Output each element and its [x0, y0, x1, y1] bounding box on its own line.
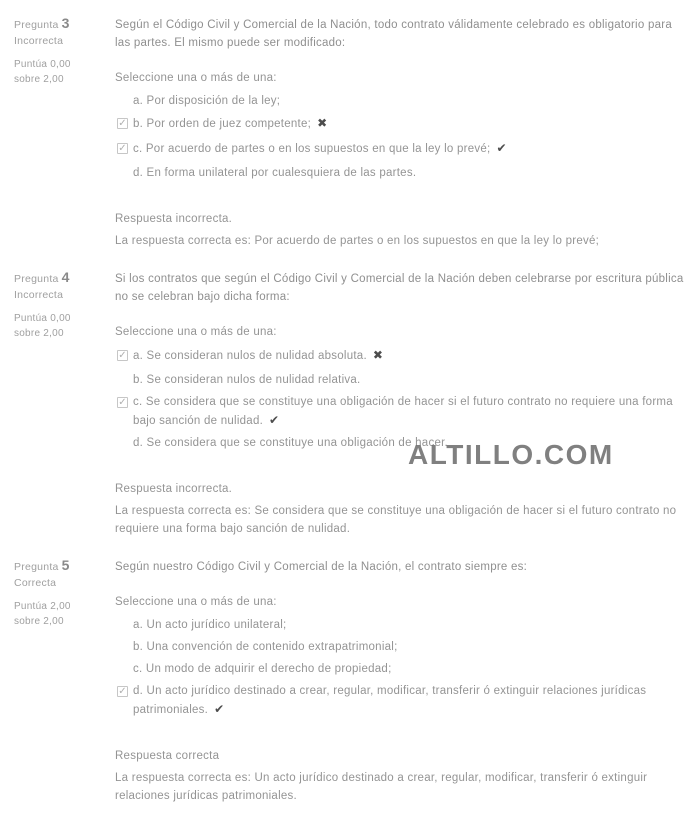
question-score-max: sobre 2,00: [14, 616, 64, 627]
question-number-value: 4: [61, 269, 70, 285]
option-label: c. Se considera que se constituye una obligación de hacer si el futuro contrato no requiere una forma bajo sanción de nulidad.: [133, 396, 673, 427]
checkbox-checked-icon[interactable]: ✓: [118, 350, 127, 361]
answer-options: [115, 92, 690, 182]
question-text: Según el Código Civil y Comercial de la Nación, todo contrato válidamente celebrado es obligatorio para las partes. El mismo puede ser modificado:: [115, 19, 672, 49]
checkbox-cell: [115, 616, 133, 634]
feedback-status: Respuesta incorrecta.: [115, 213, 233, 225]
checkbox-checked-icon[interactable]: ✓: [118, 143, 127, 154]
incorrect-mark-icon: ✖: [372, 348, 383, 362]
option-label: a. Se consideran nulos de nulidad absoluta.: [133, 350, 367, 362]
checkbox-cell: [115, 638, 133, 656]
option-label: b. Se consideran nulos de nulidad relativa.: [133, 374, 361, 386]
watermark: ALTILLO.COM: [408, 439, 614, 470]
checkbox-cell: [115, 346, 133, 367]
feedback-block: [115, 747, 690, 805]
option-label: a. Por disposición de la ley;: [133, 95, 281, 107]
checkbox-cell: [115, 660, 133, 678]
checkbox-checked-icon[interactable]: ✓: [118, 686, 127, 697]
checkbox-cell: [115, 139, 133, 160]
question-score: [14, 311, 115, 341]
option-text: [133, 660, 690, 678]
checkbox-checked-icon[interactable]: ✓: [118, 397, 127, 408]
feedback-correct-answer: La respuesta correcta es: Se considera que se constituye una obligación de hacer si el futuro contrato no requiere una forma bajo sanción de nulidad.: [115, 505, 677, 535]
correct-mark-icon: ✔: [496, 141, 507, 155]
option-label: c. Por acuerdo de partes o en los supuestos en que la ley lo prevé;: [133, 143, 491, 155]
question-number-label: Pregunta: [14, 273, 59, 285]
question-score-points: Puntúa 0,00: [14, 59, 71, 70]
question-number-value: 5: [61, 557, 70, 573]
question-list: [14, 16, 690, 805]
checkbox-cell: [115, 164, 133, 182]
feedback-correct-answer: La respuesta correcta es: Por acuerdo de partes o en los supuestos en que la ley lo prevé;: [115, 235, 600, 247]
question-score-points: Puntúa 2,00: [14, 601, 71, 612]
question-text: Si los contratos que según el Código Civil y Comercial de la Nación deben celebrarse por escritura pública no se celebran bajo dicha forma:: [115, 273, 684, 303]
option-text: [133, 371, 690, 389]
answer-option: [115, 114, 690, 135]
answer-option: [115, 92, 690, 110]
checkbox-cell: [115, 682, 133, 719]
answer-option: [115, 616, 690, 634]
answer-options: [115, 346, 690, 452]
option-text: [133, 638, 690, 656]
option-label: b. Por orden de juez competente;: [133, 118, 312, 130]
question-text: Según nuestro Código Civil y Comercial de la Nación, el contrato siempre es:: [115, 561, 528, 573]
option-text: [133, 164, 690, 182]
option-text: [133, 139, 690, 160]
option-label: d. Se considera que se constituye una obligación de hacer.: [133, 437, 448, 449]
question-info-panel: [14, 270, 115, 538]
answer-option: [115, 638, 690, 656]
question-content: [115, 558, 690, 805]
answer-prompt: Seleccione una o más de una:: [115, 72, 277, 84]
question-score: [14, 57, 115, 87]
answer-option: [115, 139, 690, 160]
question-status: Incorrecta: [14, 35, 64, 47]
answer-options: [115, 616, 690, 719]
question-number-value: 3: [61, 15, 70, 31]
checkbox-cell: [115, 434, 133, 452]
question-number: [14, 270, 115, 287]
question-score-max: sobre 2,00: [14, 74, 64, 85]
feedback-status: Respuesta incorrecta.: [115, 483, 233, 495]
checkbox-cell: [115, 92, 133, 110]
checkbox-cell: [115, 114, 133, 135]
question-content: [115, 16, 690, 250]
question-info-panel: [14, 16, 115, 250]
option-text: [133, 114, 690, 135]
question-block: [14, 16, 690, 250]
option-label: c. Un modo de adquirir el derecho de propiedad;: [133, 663, 392, 675]
question-content: [115, 270, 690, 538]
question-status: Correcta: [14, 577, 57, 589]
option-text: [133, 393, 690, 430]
option-text: [133, 616, 690, 634]
option-label: a. Un acto jurídico unilateral;: [133, 619, 287, 631]
answer-prompt: Seleccione una o más de una:: [115, 326, 277, 338]
answer-option: [115, 346, 690, 367]
feedback-correct-answer: La respuesta correcta es: Un acto jurídico destinado a crear, regular, modificar, transferir ó extinguir relaciones jurídicas patrimoniales.: [115, 772, 648, 802]
question-number-label: Pregunta: [14, 19, 59, 31]
question-number-label: Pregunta: [14, 561, 59, 573]
checkbox-cell: [115, 371, 133, 389]
incorrect-mark-icon: ✖: [317, 116, 328, 130]
option-label: d. Un acto jurídico destinado a crear, regular, modificar, transferir ó extinguir relaciones jurídicas patrimoniales.: [133, 685, 647, 716]
question-info-panel: [14, 558, 115, 805]
question-block: [14, 558, 690, 805]
question-status: Incorrecta: [14, 289, 64, 301]
question-block: [14, 270, 690, 538]
checkbox-checked-icon[interactable]: ✓: [118, 118, 127, 129]
option-text: [133, 682, 690, 719]
answer-prompt: Seleccione una o más de una:: [115, 596, 277, 608]
answer-option: [115, 371, 690, 389]
feedback-status: Respuesta correcta: [115, 750, 220, 762]
option-label: d. En forma unilateral por cualesquiera de las partes.: [133, 167, 417, 179]
question-number: [14, 558, 115, 575]
option-text: [133, 346, 690, 367]
feedback-block: [115, 210, 690, 250]
correct-mark-icon: ✔: [214, 702, 225, 716]
feedback-block: [115, 480, 690, 538]
checkbox-cell: [115, 393, 133, 430]
option-text: [133, 92, 690, 110]
answer-option: [115, 660, 690, 678]
question-score: [14, 599, 115, 629]
answer-option: [115, 164, 690, 182]
correct-mark-icon: ✔: [269, 413, 280, 427]
answer-option: [115, 393, 690, 430]
question-score-points: Puntúa 0,00: [14, 313, 71, 324]
answer-option: [115, 682, 690, 719]
question-number: [14, 16, 115, 33]
question-score-max: sobre 2,00: [14, 328, 64, 339]
option-label: b. Una convención de contenido extrapatrimonial;: [133, 641, 398, 653]
